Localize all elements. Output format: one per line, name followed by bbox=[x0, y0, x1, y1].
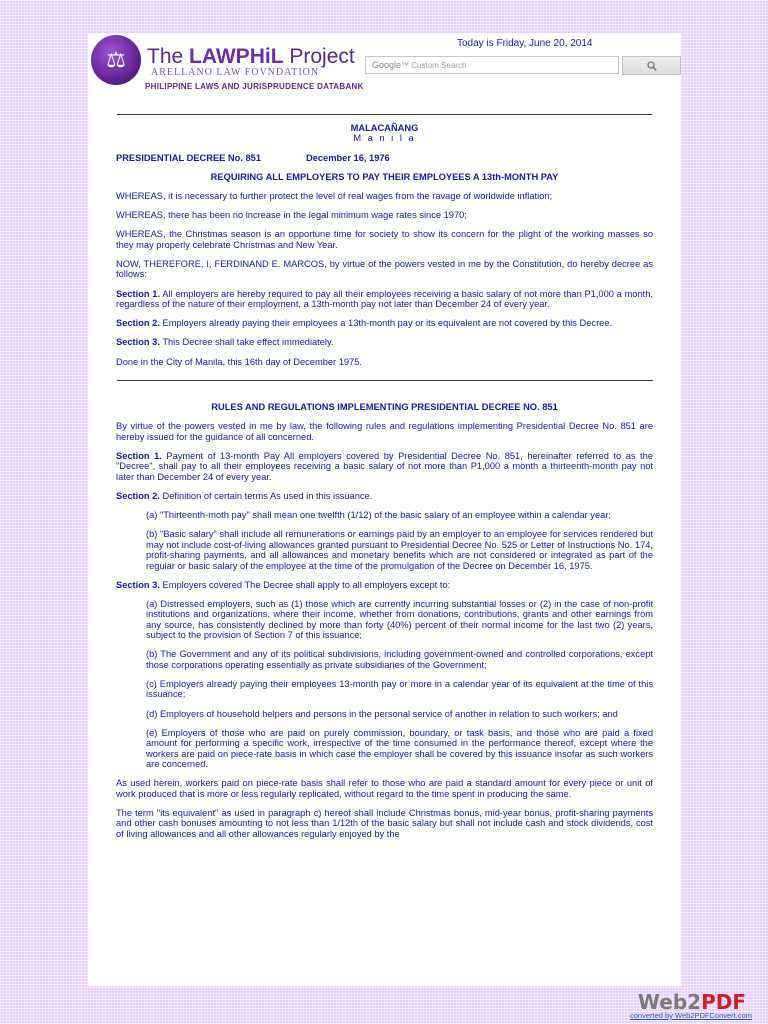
section-text: All employers are hereby required to pay all their employees receiving a basic salary of not more than P1,000 a month, regardless of the nature of their employment, a 13th-month pay not later than December 24 of every year. bbox=[116, 288, 653, 310]
search-brand: Google bbox=[372, 60, 402, 70]
section-label: Section 2. bbox=[116, 490, 160, 501]
search-placeholder: Custom Search bbox=[411, 61, 467, 70]
equivalent-definition: The term "its equivalent" as used in paragraph c) hereof shall include Christmas bonus, mid-year bonus, profit-sharing payments and other cash bonuses amounting to not less than 1/12th of the basic salary but shall not include cash and stock dividends, cost of living allowances and all other allowances regularly enjoyed by the bbox=[116, 807, 653, 839]
section-text: This Decree shall take effect immediately. bbox=[159, 337, 334, 348]
section-text: Payment of 13-month Pay All employers covered by Presidential Decree No. 851, hereinafter referred to as the "Decree", shall pay to all their employees receiving a basic salary of not more than P1,000 a month a thirteenth-month pay not later than December 24 of every year. bbox=[116, 450, 653, 482]
rules-3a: (a) Distressed employers, such as (1) those which are currently incurring substantial losses or (2) in the case of non-profit institutions and organizations, where their income, whether from donations, contributions, grants and other earnings from any source, has consistently declined by more than forty (40%) percent of their normal income for the last two (2) years, subject to the provision of Section 7 of this issuance; bbox=[146, 598, 653, 641]
rules-2a: (a) "Thirteenth-moth pay" shall mean one twelfth (1/12) of the basic salary of an employee within a calendar year; bbox=[146, 510, 611, 521]
rules-3b: (b) The Government and any of its political subdivisions, including government-owned and controlled corporations, except those corporations operating essentially as private subsidiaries of the Government; bbox=[146, 649, 653, 670]
divider-middle bbox=[117, 380, 653, 381]
section-label: Section 1. bbox=[116, 288, 161, 299]
site-header bbox=[88, 33, 681, 99]
rules-2b: (b) "Basic salary" shall include all remunerations or earnings paid by an employer to an employee for services rendered but may not include cost-of-living allowances granted pursuant to Presidential Decree No. 525 or Letter of Instructions No. 174, profit-sharing payments, and all allowances and monetary benefits which are not considered or integrated as part of the regular or basic salary of the employee at the time of the promulgation of the Decree on December 16, 1975. bbox=[146, 529, 653, 571]
piece-rate-definition: As used herein, workers paid on piece-rate basis shall refer to those who are paid a standard amount for every piece or unit of work produced that is more or less regularly replicated, without regard to the time spent in producing the same. bbox=[116, 778, 653, 799]
decree-place: MALACAÑANG bbox=[350, 123, 419, 133]
divider-top bbox=[117, 114, 652, 115]
rules-intro: By virtue of the powers vested in me by law, the following rules and regulations implementing Presidential Decree No. 851 are hereby issued for the guidance of all concerned. bbox=[116, 421, 653, 442]
section-label: Section 3. bbox=[116, 337, 160, 348]
logo-title-suffix: Project bbox=[283, 45, 355, 68]
decree-section-2 bbox=[116, 318, 653, 328]
search-icon bbox=[647, 61, 657, 71]
logo-title-bold: LAWPHiL bbox=[189, 45, 284, 68]
decree-city: M a n i l a bbox=[353, 133, 416, 144]
done-in-manila: Done in the City of Manila, this 16th day of December 1975. bbox=[116, 356, 362, 367]
logo-subtitle: ARELLANO LAW FOVNDATION bbox=[151, 67, 320, 78]
search-button[interactable] bbox=[622, 56, 681, 75]
search-input[interactable]: Google™ Custom Search bbox=[365, 56, 619, 74]
whereas-2: WHEREAS, there has been no increase in the legal minimum wage rates since 1970; bbox=[116, 210, 467, 221]
decree-number: PRESIDENTIAL DECREE No. 851 bbox=[116, 152, 261, 163]
rules-3c: (c) Employers already paying their employees 13-month pay or more in a calendar year of its equivalent at the time of this issuance; bbox=[146, 678, 653, 700]
document-page bbox=[88, 33, 681, 986]
section-text: Definition of certain terms As used in this issuance. bbox=[159, 490, 373, 501]
decree-date: December 16, 1976 bbox=[306, 152, 390, 163]
rules-title: RULES AND REGULATIONS IMPLEMENTING PRESIDENTIAL DECREE NO. 851 bbox=[211, 402, 558, 413]
site-logo-title[interactable] bbox=[147, 45, 355, 69]
section-text: Employers already paying their employees a 13th-month pay or its equivalent are not covered by this Decree. bbox=[159, 318, 613, 329]
rules-section-2 bbox=[116, 491, 653, 501]
brand-a: Web2 bbox=[637, 990, 702, 1014]
rules-section-1 bbox=[116, 451, 653, 482]
whereas-1: WHEREAS, it is necessary to further protect the level of real wages from the ravage of worldwide inflation; bbox=[116, 191, 553, 202]
decree-section-1 bbox=[116, 289, 653, 310]
section-text: Employers covered The Decree shall apply to all employers except to: bbox=[159, 579, 451, 590]
decree-title: REQUIRING ALL EMPLOYERS TO PAY THEIR EMPLOYEES A 13th-MONTH PAY bbox=[210, 171, 559, 182]
document-content bbox=[116, 123, 653, 848]
rules-section-3 bbox=[116, 580, 653, 590]
lawphil-seal-icon[interactable]: ⚖ bbox=[91, 35, 141, 85]
decree-heading bbox=[116, 153, 653, 163]
converted-by-link[interactable]: converted by Web2PDFConvert.com bbox=[630, 1011, 752, 1020]
logo-title-prefix: The bbox=[147, 45, 190, 68]
rules-3d: (d) Employers of household helpers and persons in the personal service of another in relation to such workers; and bbox=[146, 708, 618, 719]
web2pdf-badge[interactable] bbox=[600, 990, 760, 1020]
section-label: Section 2. bbox=[116, 318, 160, 329]
whereas-3: WHEREAS, the Christmas season is an opportune time for society to show its concern for the plight of the working masses so they may properly celebrate Christmas and New Year. bbox=[116, 229, 653, 250]
current-date: Today is Friday, June 20, 2014 bbox=[457, 38, 593, 49]
section-label: Section 1. bbox=[116, 450, 162, 461]
logo-tagline: PHILIPPINE LAWS AND JURISPRUDENCE DATABANK bbox=[145, 82, 364, 91]
brand-b: PDF bbox=[701, 990, 746, 1014]
rules-3e: (e) Employers of those who are paid on purely commission, boundary, or task basis, and those who are paid a fixed amount for performing a specific work, irrespective of the time consumed in the performance thereof, except where the workers are paid on piece-rate basis in which case the employer shall be covered by this issuance insofar as such workers are concerned. bbox=[146, 727, 653, 769]
decree-section-3 bbox=[116, 337, 653, 347]
section-label: Section 3. bbox=[116, 579, 160, 590]
now-therefore: NOW, THEREFORE, I, FERDINAND E. MARCOS, by virtue of the powers vested in me by the Constitution, do hereby decree as follows: bbox=[116, 259, 653, 280]
